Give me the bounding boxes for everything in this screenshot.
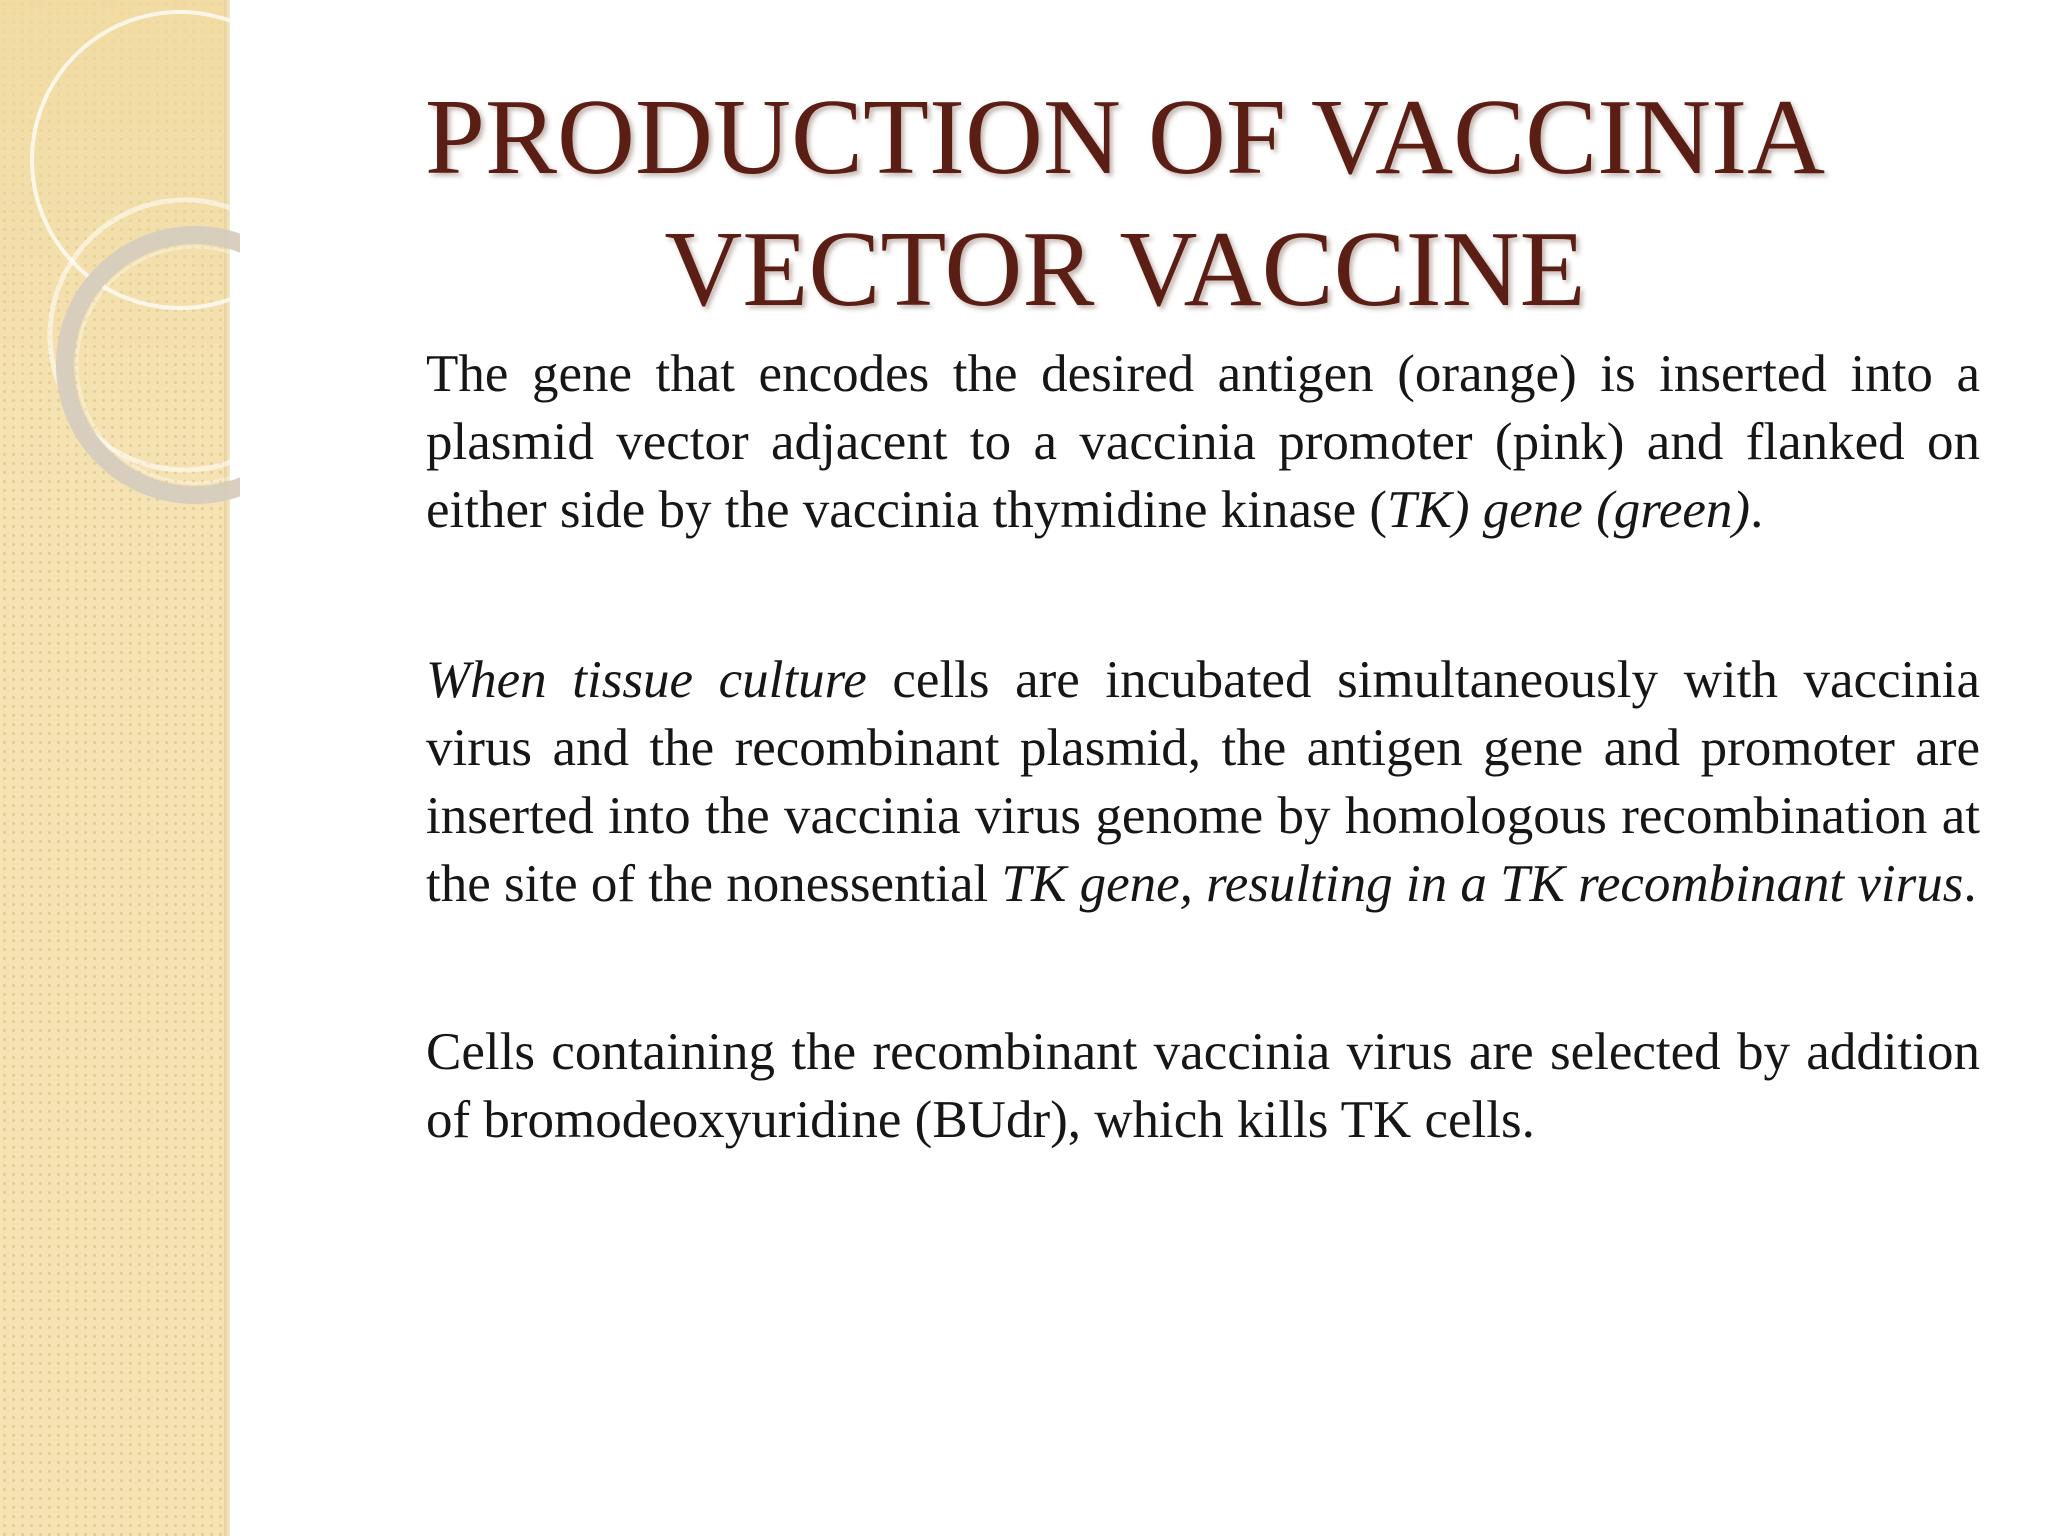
bullet-item: [360, 1018, 1980, 1154]
bullet-1-end: .: [1750, 481, 1764, 539]
title-line-1: PRODUCTION OF VACCINIA: [424, 78, 1826, 197]
title-line-2: VECTOR VACCINE: [664, 210, 1586, 329]
bullet-2-end: .: [1963, 855, 1977, 913]
bullet-2-italic-end: TK gene, resulting in a TK recombinant virus: [1001, 855, 1964, 913]
bullet-3-text: Cells containing the recombinant vaccinia virus are selected by addition of bromodeoxyuridine (BUdr), which kills TK cells.: [426, 1023, 1980, 1149]
bullet-item: [360, 340, 1980, 544]
bullet-item: [360, 646, 1980, 918]
bullet-1-italic: TK) gene (green): [1387, 481, 1751, 539]
bullet-1-text: The gene that encodes the desired antigen (orange) is inserted into a plasmid vector adjacent to a vaccinia promoter (pink) and flanked on either side by the vaccinia thymidine kinase (: [426, 345, 1980, 539]
decorative-rings-icon: [0, 0, 240, 520]
bullet-list: [360, 340, 1980, 1154]
slide-title: [300, 72, 1950, 336]
bullet-2-italic-start: When tissue culture: [426, 651, 867, 709]
bullet-2-text: cells are incubated simultaneously with vaccinia virus and the recombinant plasmid, the antigen gene and promoter are inserted into the vaccinia virus genome by homologous recombination at the site of the nonessential: [426, 651, 1980, 913]
